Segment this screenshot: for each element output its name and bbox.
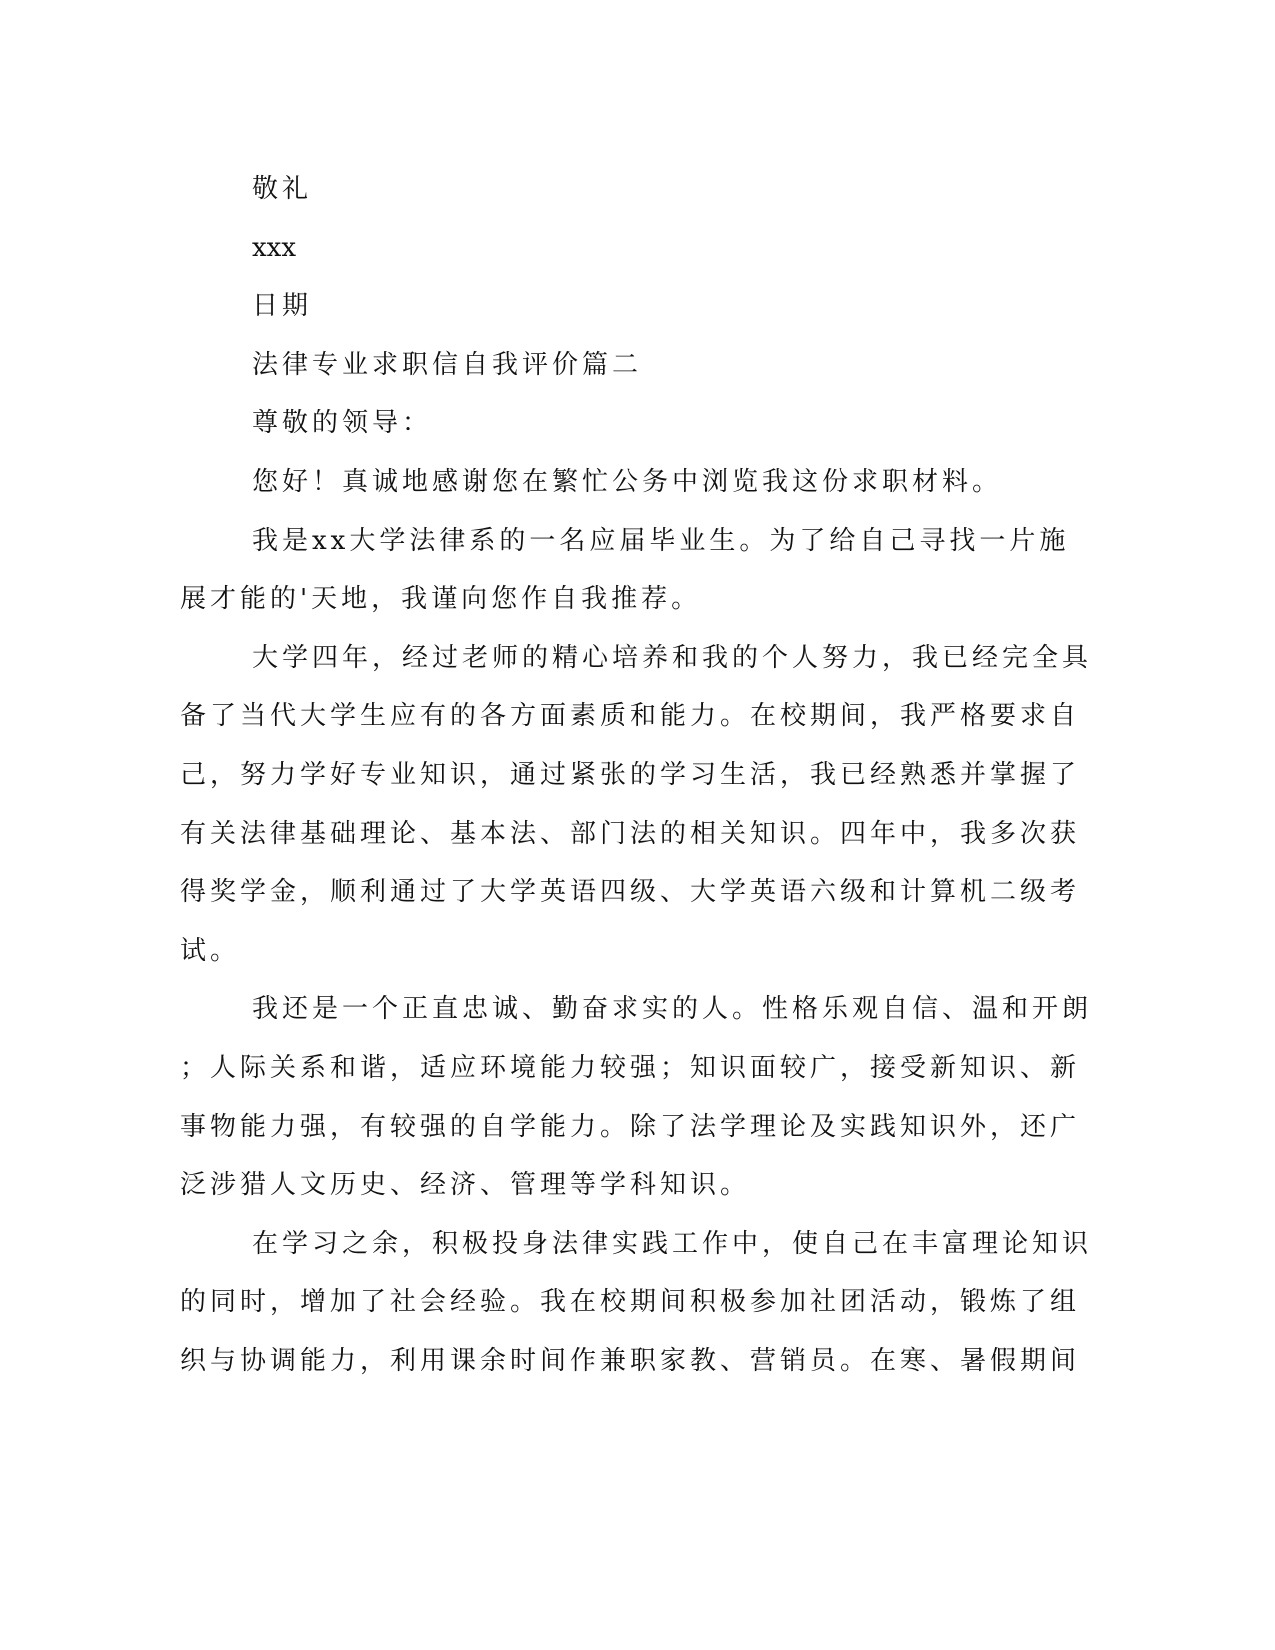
paragraph-education [180,629,1093,981]
paragraph-introduction [180,512,1070,629]
paragraph-line: 事物能力强，有较强的自学能力。除了法学理论及实践知识外，还广 [180,1111,1081,1142]
signature-line: xxx [252,232,296,263]
paragraph-line: 在学习之余，积极投身法律实践工作中，使自己在丰富理论知识 [252,1228,1093,1259]
paragraph-line: 得奖学金，顺利通过了大学英语四级、大学英语六级和计算机二级考 [180,877,1081,908]
closing-line: 敬礼 [252,174,313,204]
paragraph-line: 展才能的'天地，我谨向您作自我推荐。 [180,584,702,615]
paragraph-line: ；人际关系和谐，适应环境能力较强；知识面较广，接受新知识、新 [180,1052,1081,1083]
paragraph-line: 的同时，增加了社会经验。我在校期间积极参加社团活动，锻炼了组 [180,1287,1081,1318]
paragraph-line: 有关法律基础理论、基本法、部门法的相关知识。四年中，我多次获 [180,818,1081,849]
paragraph-line: 备了当代大学生应有的各方面素质和能力。在校期间，我严格要求自 [180,701,1081,732]
paragraph-line: 试。 [180,935,241,966]
paragraph-line: 己，努力学好专业知识，通过紧张的学习生活，我已经熟悉并掌握了 [180,759,1081,790]
paragraph-line: 织与协调能力，利用课余时间作兼职家教、营销员。在寒、暑假期间 [180,1345,1081,1376]
paragraph-line: 我是xx大学法律系的一名应届毕业生。为了给自己寻找一片施 [252,525,1070,556]
paragraph-line: 您好！真诚地感谢您在繁忙公务中浏览我这份求职材料。 [252,466,1003,497]
paragraph-greeting [180,453,1030,512]
salutation-line: 尊敬的领导： [252,408,433,439]
paragraph-line: 泛涉猎人文历史、经济、管理等学科知识。 [180,1170,751,1201]
paragraph-personality [180,980,1093,1214]
document-body [180,160,1093,1390]
paragraph-line: 我还是一个正直忠诚、勤奋求实的人。性格乐观自信、温和开朗 [252,994,1093,1025]
paragraph-practice [180,1215,1093,1391]
section-title: 法律专业求职信自我评价篇二 [252,349,643,380]
paragraph-line: 大学四年，经过老师的精心培养和我的个人努力，我已经完全具 [252,642,1093,673]
date-line: 日期 [252,291,313,322]
